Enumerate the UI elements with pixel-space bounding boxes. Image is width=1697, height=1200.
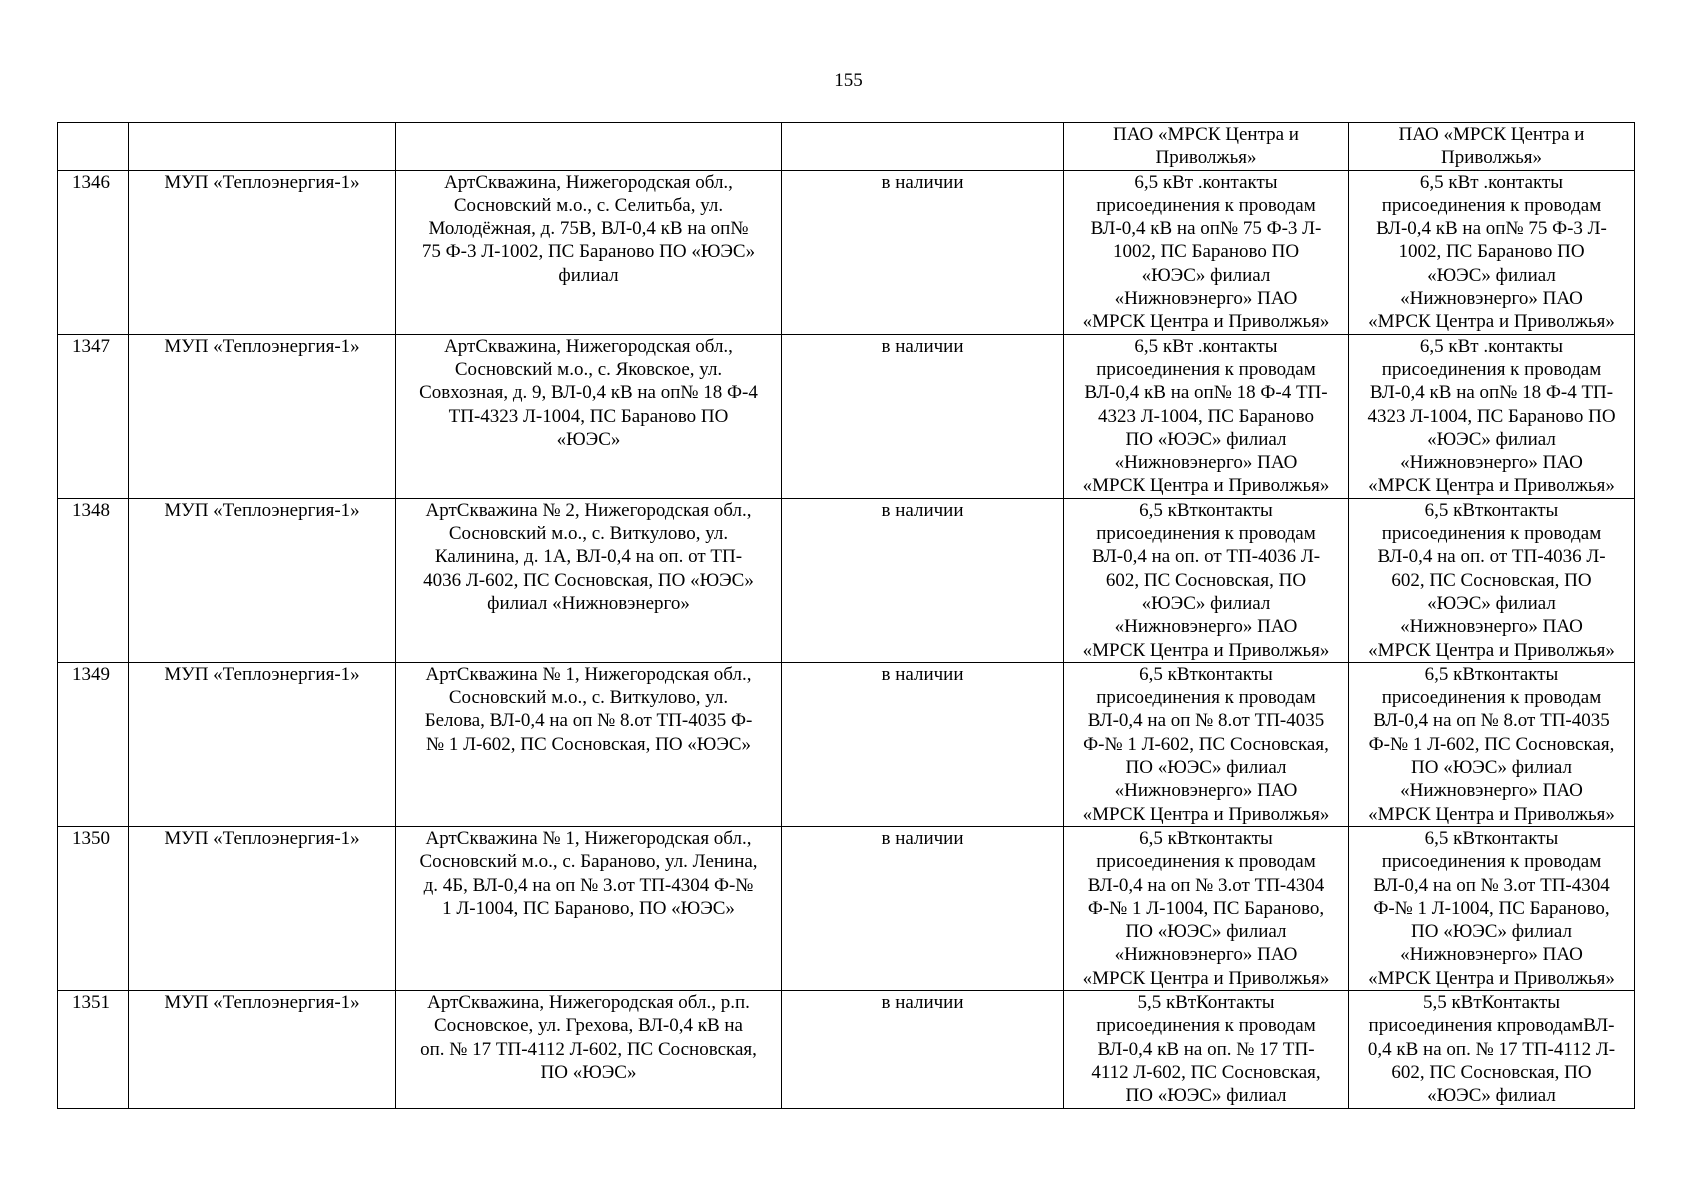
conditions-cell-2: 6,5 кВтконтакты присоединения к проводам ВЛ-0,4 на оп № 3.от ТП-4304 Ф-№ 1 Л-1004, ПС Бараново, ПО «ЮЭС» филиал «Нижновэнерго» ПАО «МРСК Центра и Приволжья» [1349, 826, 1635, 990]
address-cell: АртСкважина № 1, Нижегородская обл., Сосновский м.о., с. Виткулово, ул. Белова, ВЛ-0,4 на оп № 8.от ТП-4035 Ф- № 1 Л-602, ПС Сосновская, ПО «ЮЭС» [396, 662, 782, 826]
conditions-cell-1: 6,5 кВт .контакты присоединения к проводам ВЛ-0,4 кВ на оп№ 75 Ф-3 Л- 1002, ПС Бараново ПО «ЮЭС» филиал «Нижновэнерго» ПАО «МРСК Центра и Приволжья» [1064, 170, 1349, 334]
conditions-cell-1: 6,5 кВтконтакты присоединения к проводам ВЛ-0,4 на оп. от ТП-4036 Л- 602, ПС Сосновская, ПО «ЮЭС» филиал «Нижновэнерго» ПАО «МРСК Центра и Приволжья» [1064, 498, 1349, 662]
organization-cell: МУП «Теплоэнергия-1» [129, 990, 396, 1108]
header-cell-address [396, 123, 782, 171]
row-number: 1347 [58, 334, 129, 498]
row-number: 1351 [58, 990, 129, 1108]
table-row [58, 662, 1635, 826]
header-cell-num [58, 123, 129, 171]
table-row [58, 498, 1635, 662]
address-cell: АртСкважина, Нижегородская обл., Сосновский м.о., с. Селитьба, ул. Молодёжная, д. 75В, ВЛ-0,4 кВ на оп№ 75 Ф-3 Л-1002, ПС Бараново ПО «ЮЭС» филиал [396, 170, 782, 334]
address-cell: АртСкважина № 1, Нижегородская обл., Сосновский м.о., с. Бараново, ул. Ленина, д. 4Б, ВЛ-0,4 на оп № 3.от ТП-4304 Ф-№ 1 Л-1004, ПС Бараново, ПО «ЮЭС» [396, 826, 782, 990]
row-number: 1350 [58, 826, 129, 990]
status-cell: в наличии [782, 990, 1064, 1108]
header-cell-cond1: ПАО «МРСК Центра и Приволжья» [1064, 123, 1349, 171]
status-cell: в наличии [782, 170, 1064, 334]
conditions-cell-2: 6,5 кВтконтакты присоединения к проводам ВЛ-0,4 на оп № 8.от ТП-4035 Ф-№ 1 Л-602, ПС Сосновская, ПО «ЮЭС» филиал «Нижновэнерго» ПАО «МРСК Центра и Приволжья» [1349, 662, 1635, 826]
address-cell: АртСкважина, Нижегородская обл., Сосновский м.о., с. Яковское, ул. Совхозная, д. 9, ВЛ-0,4 кВ на оп№ 18 Ф-4 ТП-4323 Л-1004, ПС Бараново ПО «ЮЭС» [396, 334, 782, 498]
organization-cell: МУП «Теплоэнергия-1» [129, 826, 396, 990]
table-row [58, 990, 1635, 1108]
conditions-cell-2: 6,5 кВтконтакты присоединения к проводам ВЛ-0,4 на оп. от ТП-4036 Л- 602, ПС Сосновская, ПО «ЮЭС» филиал «Нижновэнерго» ПАО «МРСК Центра и Приволжья» [1349, 498, 1635, 662]
connections-table [57, 122, 1635, 1109]
address-cell: АртСкважина, Нижегородская обл., р.п. Сосновское, ул. Грехова, ВЛ-0,4 кВ на оп. № 17 ТП-4112 Л-602, ПС Сосновская, ПО «ЮЭС» [396, 990, 782, 1108]
status-cell: в наличии [782, 662, 1064, 826]
conditions-cell-1: 6,5 кВт .контакты присоединения к проводам ВЛ-0,4 кВ на оп№ 18 Ф-4 ТП- 4323 Л-1004, ПС Бараново ПО «ЮЭС» филиал «Нижновэнерго» ПАО «МРСК Центра и Приволжья» [1064, 334, 1349, 498]
continuation-header-row [58, 123, 1635, 171]
header-cell-status [782, 123, 1064, 171]
organization-cell: МУП «Теплоэнергия-1» [129, 334, 396, 498]
organization-cell: МУП «Теплоэнергия-1» [129, 662, 396, 826]
header-cell-org [129, 123, 396, 171]
conditions-cell-2: 5,5 кВтКонтакты присоединения кпроводамВЛ- 0,4 кВ на оп. № 17 ТП-4112 Л- 602, ПС Сосновская, ПО «ЮЭС» филиал [1349, 990, 1635, 1108]
row-number: 1346 [58, 170, 129, 334]
organization-cell: МУП «Теплоэнергия-1» [129, 170, 396, 334]
status-cell: в наличии [782, 498, 1064, 662]
header-cell-cond2: ПАО «МРСК Центра и Приволжья» [1349, 123, 1635, 171]
organization-cell: МУП «Теплоэнергия-1» [129, 498, 396, 662]
conditions-cell-2: 6,5 кВт .контакты присоединения к проводам ВЛ-0,4 кВ на оп№ 18 Ф-4 ТП- 4323 Л-1004, ПС Бараново ПО «ЮЭС» филиал «Нижновэнерго» ПАО «МРСК Центра и Приволжья» [1349, 334, 1635, 498]
table-row [58, 826, 1635, 990]
conditions-cell-1: 5,5 кВтКонтакты присоединения к проводам ВЛ-0,4 кВ на оп. № 17 ТП- 4112 Л-602, ПС Сосновская, ПО «ЮЭС» филиал [1064, 990, 1349, 1108]
row-number: 1348 [58, 498, 129, 662]
page-number: 155 [834, 70, 863, 91]
table-row [58, 334, 1635, 498]
conditions-cell-1: 6,5 кВтконтакты присоединения к проводам ВЛ-0,4 на оп № 3.от ТП-4304 Ф-№ 1 Л-1004, ПС Бараново, ПО «ЮЭС» филиал «Нижновэнерго» ПАО «МРСК Центра и Приволжья» [1064, 826, 1349, 990]
conditions-cell-2: 6,5 кВт .контакты присоединения к проводам ВЛ-0,4 кВ на оп№ 75 Ф-3 Л- 1002, ПС Бараново ПО «ЮЭС» филиал «Нижновэнерго» ПАО «МРСК Центра и Приволжья» [1349, 170, 1635, 334]
status-cell: в наличии [782, 826, 1064, 990]
row-number: 1349 [58, 662, 129, 826]
table-row [58, 170, 1635, 334]
conditions-cell-1: 6,5 кВтконтакты присоединения к проводам ВЛ-0,4 на оп № 8.от ТП-4035 Ф-№ 1 Л-602, ПС Сосновская, ПО «ЮЭС» филиал «Нижновэнерго» ПАО «МРСК Центра и Приволжья» [1064, 662, 1349, 826]
address-cell: АртСкважина № 2, Нижегородская обл., Сосновский м.о., с. Виткулово, ул. Калинина, д. 1А, ВЛ-0,4 на оп. от ТП- 4036 Л-602, ПС Сосновская, ПО «ЮЭС» филиал «Нижновэнерго» [396, 498, 782, 662]
status-cell: в наличии [782, 334, 1064, 498]
